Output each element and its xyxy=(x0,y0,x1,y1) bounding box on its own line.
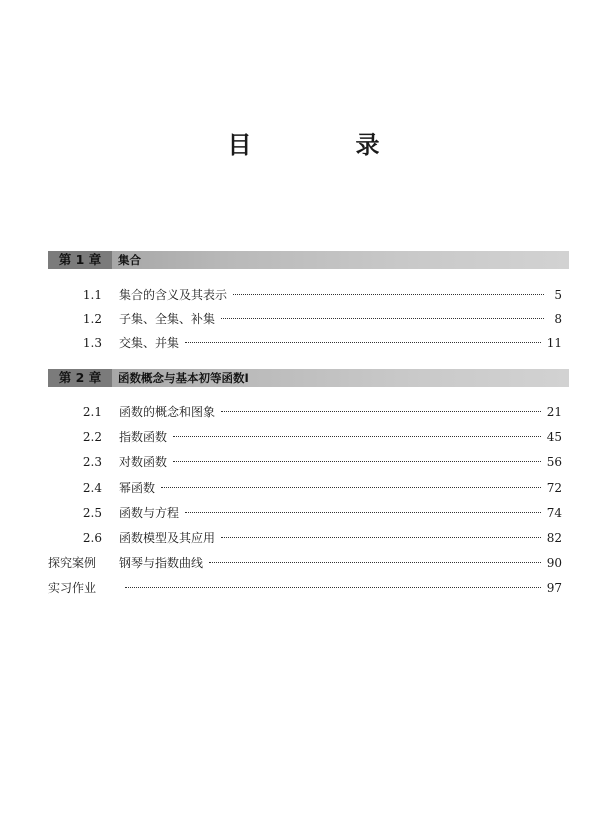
entry-label: 实习作业 xyxy=(48,581,97,595)
dot-leader xyxy=(161,487,541,488)
section-title: 子集、全集、补集 xyxy=(119,312,216,326)
page-number: 56 xyxy=(546,455,562,469)
toc-entry[interactable] xyxy=(48,454,562,470)
page-number: 72 xyxy=(546,481,562,495)
dot-leader xyxy=(221,318,544,319)
section-number: 2.6 xyxy=(82,531,102,545)
section-title: 指数函数 xyxy=(119,430,168,444)
dot-leader xyxy=(221,411,541,412)
chapter-number: 第 1 章 xyxy=(48,251,112,269)
section-title: 函数与方程 xyxy=(119,506,180,520)
chapter-title: 函数概念与基本初等函数Ⅰ xyxy=(118,371,249,385)
page-number: 74 xyxy=(546,506,562,520)
toc-entry-practice[interactable] xyxy=(48,580,562,596)
page-title: 目 录 xyxy=(227,131,420,159)
section-number: 2.5 xyxy=(82,506,102,520)
chapter-header-2 xyxy=(48,369,569,387)
dot-leader xyxy=(233,294,544,295)
section-title: 函数的概念和图象 xyxy=(119,405,216,419)
dot-leader xyxy=(173,436,541,437)
section-title: 钢琴与指数曲线 xyxy=(119,556,204,570)
dot-leader xyxy=(173,461,541,462)
page-number: 45 xyxy=(546,430,562,444)
toc-entry[interactable] xyxy=(48,480,562,496)
section-title: 函数模型及其应用 xyxy=(119,531,216,545)
toc-entry[interactable] xyxy=(48,335,562,351)
toc-entry[interactable] xyxy=(48,505,562,521)
page-number: 8 xyxy=(554,312,562,326)
toc-entry[interactable] xyxy=(48,287,562,303)
chapter-title: 集合 xyxy=(118,253,141,267)
dot-leader xyxy=(125,587,541,588)
toc-entry-case-study[interactable] xyxy=(48,555,562,571)
section-number: 2.1 xyxy=(82,405,102,419)
section-title: 幂函数 xyxy=(119,481,156,495)
section-title: 集合的含义及其表示 xyxy=(119,288,228,302)
toc-entry[interactable] xyxy=(48,429,562,445)
dot-leader xyxy=(221,537,541,538)
dot-leader xyxy=(209,562,541,563)
section-number: 1.3 xyxy=(82,336,102,350)
toc-entry[interactable] xyxy=(48,404,562,420)
section-number: 1.2 xyxy=(82,312,102,326)
section-number: 2.3 xyxy=(82,455,102,469)
page-number: 90 xyxy=(546,556,562,570)
chapter-number: 第 2 章 xyxy=(48,369,112,387)
section-number: 1.1 xyxy=(82,288,102,302)
page-number: 5 xyxy=(554,288,562,302)
dot-leader xyxy=(185,342,541,343)
section-title: 对数函数 xyxy=(119,455,168,469)
section-number: 2.2 xyxy=(82,430,102,444)
entry-label: 探究案例 xyxy=(48,556,97,570)
dot-leader xyxy=(185,512,541,513)
section-title: 交集、并集 xyxy=(119,336,180,350)
page-number: 11 xyxy=(546,336,562,350)
page-number: 21 xyxy=(546,405,562,419)
page-number: 97 xyxy=(546,581,562,595)
section-number: 2.4 xyxy=(82,481,102,495)
page-number: 82 xyxy=(546,531,562,545)
chapter-header-1 xyxy=(48,251,569,269)
toc-entry[interactable] xyxy=(48,530,562,546)
toc-entry[interactable] xyxy=(48,311,562,327)
